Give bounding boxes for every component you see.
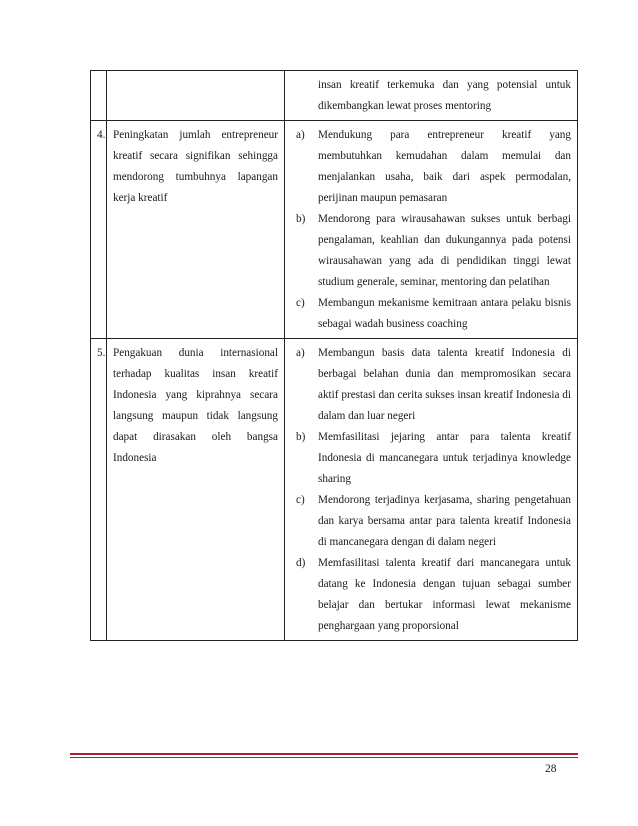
list-item [296,490,571,553]
item-text: Mendukung para entrepreneur kreatif yang membutuhkan kemudahan dalam memulai dan menjalankan usaha, baik dari aspek permodalan, perijinan maupun pemasaran [318,129,571,204]
item-text: Memfasilitasi talenta kreatif dari mancanegara untuk datang ke Indonesia dengan tujuan sebagai sumber belajar dan bertukar informasi lewat mekanisme penghargaan yang proporsional [318,557,571,632]
indicator-cell [107,339,285,641]
footer-rule-thin [70,757,578,758]
list-item [296,125,571,209]
item-label: a) [296,129,305,141]
table-row [91,121,578,339]
actions-cell [285,71,578,121]
list-item [296,553,571,637]
list-item [296,343,571,427]
indicator-text: Peningkatan jumlah entrepreneur kreatif secara signifikan sehingga mendorong tumbuhnya lapangan kerja kreatif [113,129,278,204]
page-number: 28 [545,763,557,775]
item-label: a) [296,347,305,359]
table-row [91,339,578,641]
row-number: 5. [91,339,107,641]
item-text: Membangun mekanisme kemitraan antara pelaku bisnis sebagai wadah business coaching [318,297,571,330]
item-label: d) [296,557,306,569]
list-item [296,293,571,335]
list-item [296,209,571,293]
item-text: Membangun basis data talenta kreatif Indonesia di berbagai belahan dunia dan mempromosikan secara aktif prestasi dan cerita sukses insan kreatif Indonesia di dalam dan luar negeri [318,347,571,422]
actions-cell [285,339,578,641]
item-text: Mendorong terjadinya kerjasama, sharing pengetahuan dan karya bersama antar para talenta kreatif Indonesia di mancanegara dengan di dalam negeri [318,494,571,548]
item-label: b) [296,431,306,443]
row-number: 4. [91,121,107,339]
indicator-cell [107,121,285,339]
item-label: b) [296,213,306,225]
table-row [91,71,578,121]
item-text: Mendorong para wirausahawan sukses untuk berbagi pengalaman, keahlian dan dukungannya pada potensi wirausahawan yang ada di pendidikan tinggi lewat studium generale, seminar, mentoring dan pelatihan [318,213,571,288]
indicator-text: Pengakuan dunia internasional terhadap kualitas insan kreatif Indonesia yang kiprahnya secara langsung maupun tidak langsung dapat dirasakan oleh bangsa Indonesia [113,347,278,464]
item-label: c) [296,297,305,309]
item-text: Memfasilitasi jejaring antar para talenta kreatif Indonesia di mancanegara untuk terjadinya knowledge sharing [318,431,571,485]
row-number [91,71,107,121]
continued-text: insan kreatif terkemuka dan yang potensial untuk dikembangkan lewat proses mentoring [318,79,571,112]
strategy-table [90,70,578,641]
footer-rule [70,753,578,755]
indicator-cell [107,71,285,121]
item-label: c) [296,494,305,506]
list-item [296,427,571,490]
actions-cell [285,121,578,339]
